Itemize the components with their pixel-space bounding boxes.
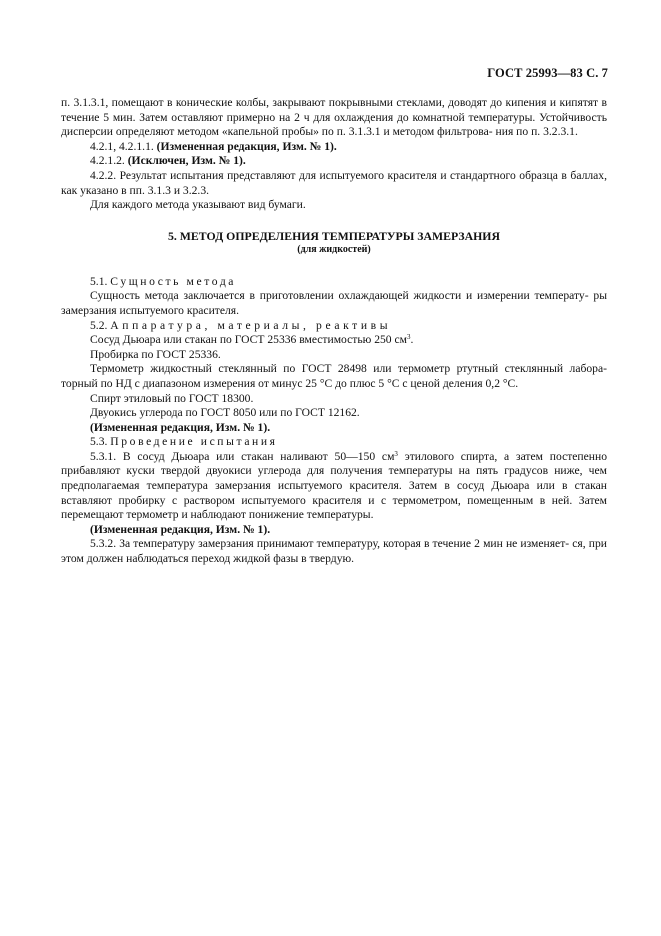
text-line: 5.3.2. За температуру замерзания принимают температуру, которая в течение 2 мин не изменяет- xyxy=(90,537,570,551)
paragraph-test-tube: Пробирка по ГОСТ 25336. xyxy=(90,347,221,361)
text-line: Устойчивость дисперсии определяют методом «капельной пробы» по п. 3.1.3.1 и методом фильтрова- xyxy=(61,110,607,139)
paragraph-5-3 xyxy=(61,435,607,450)
clause-number: 4.2.1, 4.2.1.1. xyxy=(90,139,154,153)
paragraph-4-2-1 xyxy=(61,140,607,155)
paragraph-4-2-1-2 xyxy=(61,154,607,169)
text-line: Сущность метода заключается в приготовлении охлаждающей жидкости и измерении температу- xyxy=(90,289,589,303)
text-line: баллах, как указано в пп. 3.1.3 и 3.2.3. xyxy=(61,168,607,197)
section-title: 5. МЕТОД ОПРЕДЕЛЕНИЯ ТЕМПЕРАТУРЫ ЗАМЕРЗАНИЯ xyxy=(168,228,500,243)
amendment-note: (Измененная редакция, Изм. № 1). xyxy=(90,420,271,434)
paragraph-5-3-2 xyxy=(61,537,607,566)
text-line: ры замерзания испытуемого красителя. xyxy=(61,289,607,317)
text-line: предполагаемая температура замерзания испытуемого красителя. Затем в сосуд Дьюара или в стакан xyxy=(61,479,607,493)
paragraph-carbon-dioxide: Двуокись углерода по ГОСТ 8050 или по ГОСТ 12162. xyxy=(90,406,360,420)
amendment-note: (Измененная редакция, Изм. № 1). xyxy=(156,139,337,153)
text-line: Сосуд Дьюара или стакан по ГОСТ 25336 вместимостью 250 см xyxy=(90,333,407,347)
paragraph-ethyl-alcohol: Спирт этиловый по ГОСТ 18300. xyxy=(90,391,254,405)
clause-heading: Сущность метода xyxy=(110,274,237,288)
clause-number: 5.1. xyxy=(90,274,108,288)
text-line: вставляют пробирку с раствором испытуемого красителя и с термометром, помещенным в ней. Затем xyxy=(61,493,607,507)
clause-number: 5.2. xyxy=(90,318,108,332)
text-line: ния по п. 3.2.3.1. xyxy=(495,125,578,139)
paragraph-5-2 xyxy=(61,319,607,334)
paragraph-dispersion xyxy=(61,96,607,140)
text-line: торный по НД с диапазоном измерения от минус 25 °С до плюс 5 °С с ценой деления 0,2 °С. xyxy=(61,376,519,390)
clause-number: 5.3. xyxy=(90,435,108,449)
paragraph-4-2-2 xyxy=(61,169,607,198)
paragraph-paper-type: Для каждого метода указывают вид бумаги. xyxy=(90,198,306,212)
text-line: этилового спирта, а затем постепенно xyxy=(397,449,607,463)
amendment-note: (Измененная редакция, Изм. № 1). xyxy=(90,522,271,536)
paragraph-5-1-text xyxy=(61,289,607,318)
clause-heading: Проведение испытания xyxy=(110,435,278,449)
text-line: Термометр жидкостный стеклянный по ГОСТ 28498 или термометр ртутный стеклянный лабора- xyxy=(90,362,607,376)
text-line: 4.2.2. Результат испытания представляют для испытуемого красителя и стандартного образца в xyxy=(90,168,567,182)
text-line: 5.3.1. В сосуд Дьюара или стакан наливают 50—150 см xyxy=(90,449,395,463)
text-line: ся, при этом должен наблюдаться переход жидкой фазы в твердую. xyxy=(61,537,607,566)
text-line: п. 3.1.3.1, помещают в конические колбы, закрывают покрывными стеклами, доводят до кипения и xyxy=(61,96,557,109)
superscript: 3 xyxy=(394,449,398,458)
clause-heading: Аппаратура, материалы, реактивы xyxy=(110,318,392,332)
clause-number: 4.2.1.2. xyxy=(90,154,125,168)
document-body xyxy=(61,96,607,567)
text-line: перемещают термометр и наблюдают понижение температуры. xyxy=(61,508,374,522)
superscript: 3 xyxy=(406,333,411,342)
paragraph-dewar-vessel xyxy=(61,333,607,348)
paragraph-5-3-1 xyxy=(61,450,607,523)
paragraph-thermometer xyxy=(61,362,607,391)
page-header: ГОСТ 25993—83 С. 7 xyxy=(487,66,608,80)
section-subtitle: (для жидкостей) xyxy=(297,243,371,255)
text-line: . xyxy=(410,333,414,347)
excluded-note: (Исключен, Изм. № 1). xyxy=(127,154,246,168)
text-line: кипятят в течение 5 мин. Затем оставляют примерно на 2 ч для охлаждения до комнатной температуры. xyxy=(61,96,607,124)
paragraph-5-1 xyxy=(61,275,607,290)
text-line: прибавляют куски твердой двуокиси углерода для получения температуры на пять градусов ниже, чем xyxy=(61,464,607,478)
